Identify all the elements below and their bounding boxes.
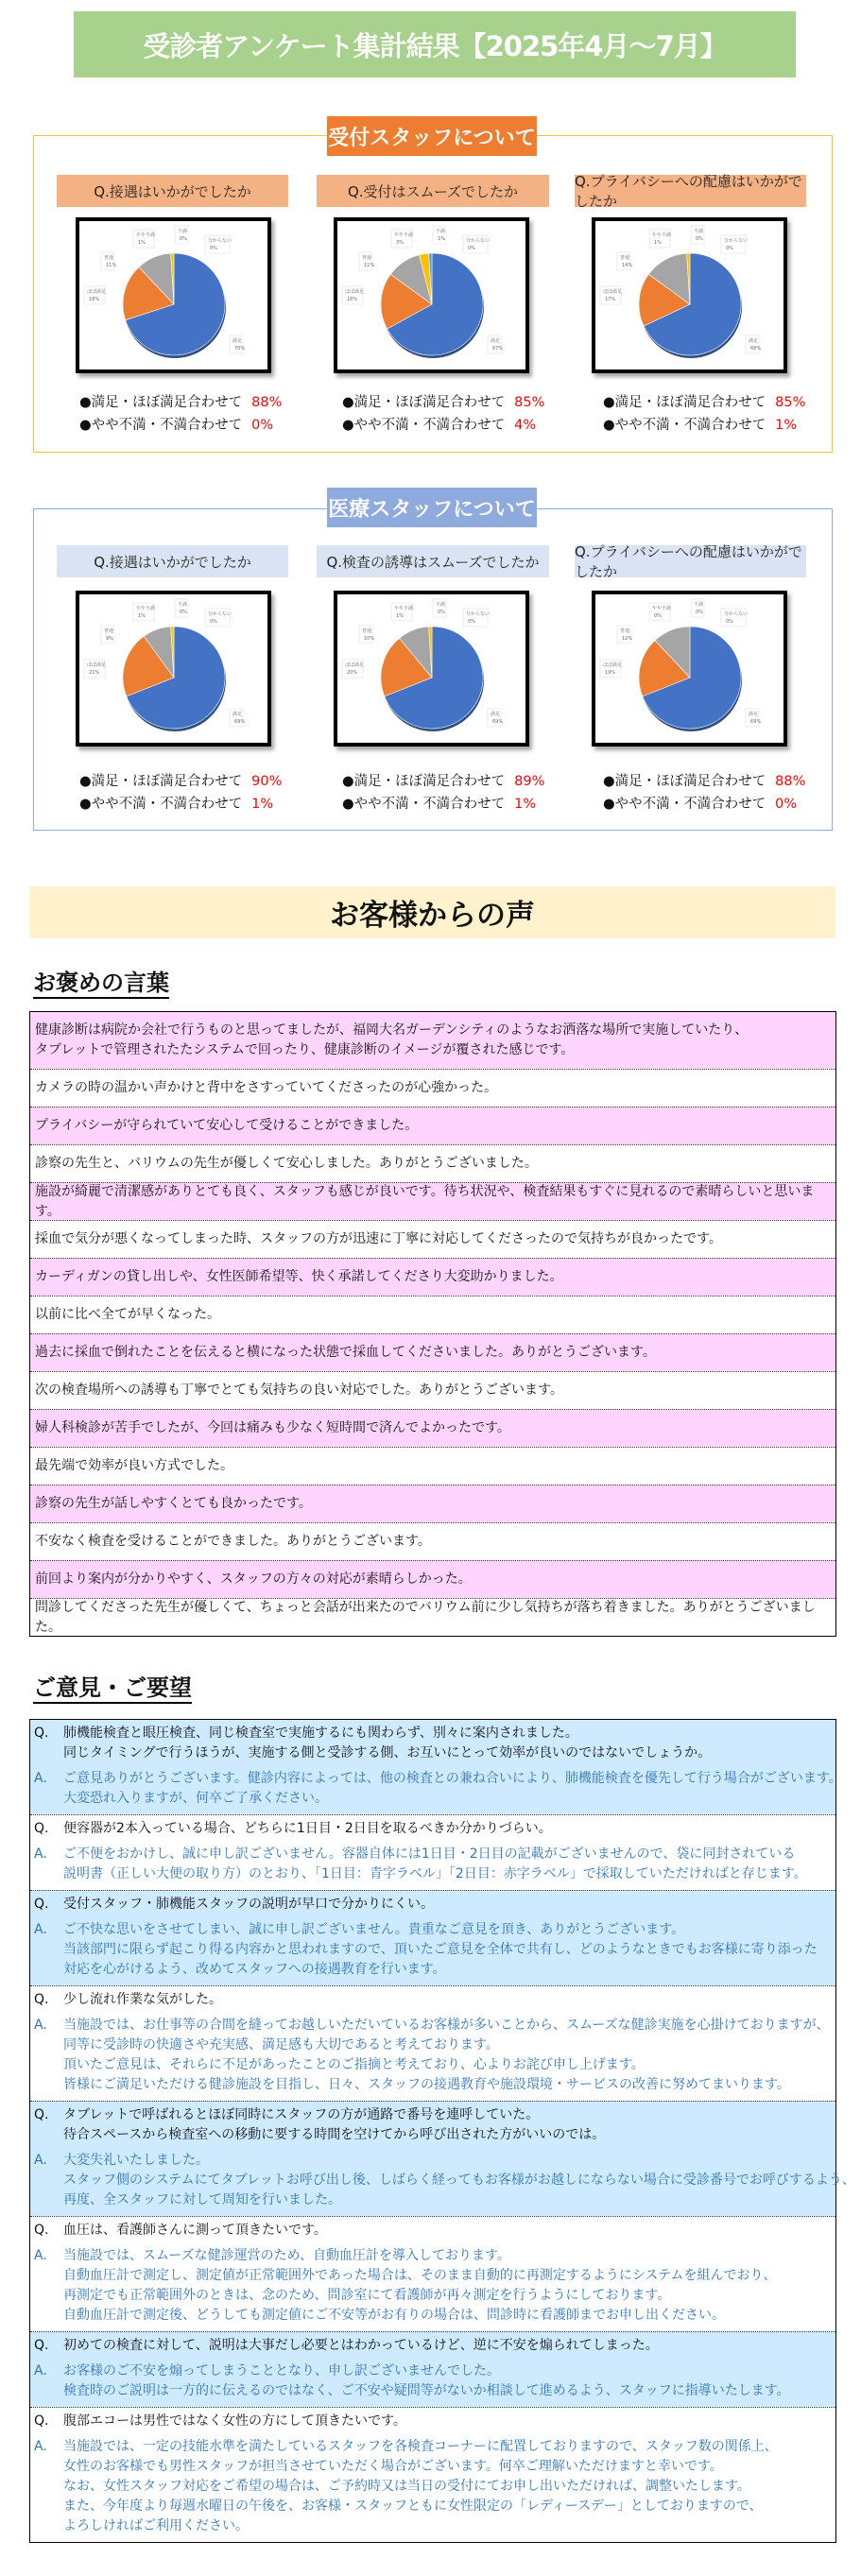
summary-line [342,391,544,411]
pie-label-category: 満足 [491,338,501,344]
praise-text: 診察の先生と、バリウムの先生が優しくて安心しました。ありがとうございました。 [35,1156,538,1171]
praise-text: カメラの時の温かい声かけと背中をさすっていてくださったのが心強かった。 [35,1080,498,1095]
praise-heading: お褒めの言葉 [33,970,169,999]
answer-line: ご不快な思いをさせてしまい、誠に申し訳ございません。貴重なご意見を頂き、ありがとうございます。 [63,1922,685,1937]
question-text [63,2105,605,2145]
pie-data-label [359,252,374,270]
question [30,2105,835,2145]
pie-label-category: 分からない [724,238,749,244]
answer-line: 対応を心がけるよう、改めてスタッフへの接遇教育を行います。 [63,1962,446,1977]
answer-prefix: A. [34,2439,47,2454]
pie-label-value: 70% [234,346,246,352]
pie-label-category: ほぼ満足 [87,289,107,295]
answer-line: 再度、全スタッフに対して周知を行いました。 [63,2192,341,2207]
summary-value: 0% [251,418,274,433]
summary-line [79,391,282,411]
opinion-item [30,2101,855,2216]
summary-label: ●やや不満・不満合わせて [79,797,243,812]
pie-label-category: 分からない [466,238,491,244]
pie-chart-frame [334,591,529,747]
pie-data-label [133,230,155,248]
pie-chart-frame [592,217,787,373]
summary-value: 85% [514,395,545,410]
pie-chart [79,221,267,369]
question-text [63,2221,327,2241]
summary-label: ●やや不満・不満合わせて [342,418,506,433]
opinion-item [30,1985,835,2101]
question-line: 待合スペースから検査室への移動に要する時間を空けてから呼び出された方がいいのでは。 [63,2127,606,2142]
summary-line [79,793,273,813]
pie-label-category: 普通 [362,628,372,634]
pie-data-label [721,609,748,627]
answer-prefix: A. [34,1922,47,1937]
summary-line [603,414,797,434]
pie-label-category: やや不満 [652,606,672,611]
answer-text [63,2016,830,2095]
answer-line: お客様のご不安を煽ってしまうこととなり、申し訳ございませんでした。 [63,2363,500,2379]
question-text [63,2412,406,2431]
pie-label-value: 0% [438,610,445,615]
question [30,2336,835,2356]
pie-data-label [230,335,245,353]
summary-line [603,793,797,813]
pie-chart [79,594,267,743]
pie-label-category: 普通 [620,255,630,261]
praise-row [30,1182,835,1220]
pie-label-value: 1% [396,613,404,619]
question [30,1990,835,2010]
pie-data-label [433,599,446,617]
pie-label-category: ほぼ満足 [603,289,623,295]
question [30,1724,835,1763]
question-label: Q.接遇はいかがでしたか [57,545,288,577]
pie-label-value: 0% [180,236,187,242]
pie-label-category: 分からない [724,611,749,617]
pie-label-category: 満足 [749,338,759,344]
pie-data-label [617,626,632,644]
answer-line: 同等に受診時の快適さや充実感、満足感も大切であると考えております。 [63,2037,499,2052]
answer-text [63,2437,778,2536]
praise-row [30,1220,835,1258]
summary-label: ●満足・ほぼ満足合わせて [603,395,766,410]
pie-data-label [342,286,364,304]
pie-chart [595,221,784,369]
summary-label: ●やや不満・不満合わせて [603,418,766,433]
pie-label-category: 普通 [104,628,114,634]
answer-line: 再測定でも正常範囲外のときは、念のため、問診室にて看護師が再々測定を行うようにしております。 [63,2288,671,2303]
pie-label-category: やや不満 [136,606,156,611]
pie-data-label [488,335,503,353]
pie-label-value: 18% [89,297,100,302]
praise-text: 次の検査場所への誘導も丁寧でとても気持ちの良い対応でした。ありがとうございます。 [35,1382,563,1398]
page-title: 受診者アンケート集計結果【2025年4月～7月】 [74,11,796,77]
pie-label-category: 不満 [178,602,188,608]
pie-chart-frame [592,591,787,747]
pie-data-label [691,599,704,617]
pie-chart-frame [334,217,529,373]
answer [30,2016,835,2095]
answer [30,1845,835,1884]
praise-text: 健康診断は病院か会社で行うものと思ってましたが、福岡大名ガーデンシティのようなお洒落な場所で実施していたり、 [35,1022,749,1038]
praise-text: 採血で気分が悪くなってしまった時、スタッフの方が迅速に丁寧に対応してくださったので気持ちが良かったです。 [35,1231,722,1246]
answer [30,2151,855,2210]
pie-label-category: 分からない [466,611,491,617]
praise-row [30,1371,835,1409]
answer-text [63,2361,790,2401]
pie-label-category: 満足 [232,338,243,344]
summary-value: 89% [514,774,545,789]
summary-line [603,391,805,411]
summary-value: 88% [251,395,283,410]
summary-label: ●やや不満・不満合わせて [79,418,243,433]
question-prefix: Q. [34,1726,49,1741]
pie-label-value: 3% [396,240,404,246]
pie-label-value: 0% [726,246,733,251]
summary-value: 88% [775,774,806,789]
question-label: Q.プライバシーへの配慮はいかがでしたか [575,175,806,207]
answer-line: 頂いたご意見は、それらに不足があったことのご指摘と考えており、心よりお詫び申し上げます。 [63,2057,645,2072]
pie-label-category: 普通 [104,255,114,261]
answer-line: また、今年度より毎週水曜日の午後を、お客様・スタッフともに女性限定の「レディースデー」としておりますので、 [63,2499,763,2514]
pie-data-label [359,626,374,644]
pie-label-value: 0% [468,619,475,625]
summary-line [79,414,273,434]
pie-chart [337,221,525,369]
question-line: 少し流れ作業な気がした。 [63,1992,222,2007]
pie-label-category: 普通 [620,628,630,634]
pie-label-category: 分からない [208,238,232,244]
praise-text: 以前に比べ全てが早くなった。 [35,1307,220,1322]
question-line: 腹部エコーは男性ではなく女性の方にして頂きたいです。 [63,2413,406,2429]
pie-data-label [230,709,245,727]
praise-row [30,1409,835,1447]
praise-row [30,1107,835,1144]
pie-label-value: 1% [138,613,146,619]
praise-text: カーディガンの貸し出しや、女性医師希望等、快く承諾してくださり大変助かりました。 [35,1269,563,1284]
pie-label-category: 不満 [694,229,704,234]
pie-data-label [649,603,671,621]
question-prefix: Q. [34,2338,49,2353]
pie-label-value: 19% [605,670,616,676]
pie-label-value: 12% [622,636,633,642]
answer-line: 説明書（正しい大便の取り方）のとおり、「1日目：青字ラベル」「2日目：赤字ラベル」で採取していただければと存じます。 [63,1866,807,1881]
praise-row [30,1522,835,1560]
praise-text: 婦人科検診が苦手でしたが、今回は痛みも少なく短時間で済んでよかったです。 [35,1420,510,1435]
answer [30,2437,835,2536]
pie-label-category: やや不満 [652,232,672,238]
question-text [63,1819,552,1839]
pie-label-category: 不満 [694,602,704,608]
opinion-item [30,1814,835,1890]
pie-data-label [600,286,622,304]
answer-line: 当施設では、スムーズな健診運営のため、自動血圧計を導入しております。 [63,2248,510,2263]
summary-label: ●満足・ほぼ満足合わせて [342,774,506,789]
summary-line [342,770,544,790]
pie-label-category: 分からない [208,611,232,617]
pie-data-label [101,626,114,644]
pie-label-value: 9% [106,636,113,642]
answer-line: スタッフ側のシステムにてタブレットお呼び出し後、しばらく経ってもお客様がお越しにならない場合に受診番号でお呼びするよう、 [63,2172,855,2188]
answer-line: なお、女性スタッフ対応をご希望の場合は、ご予約時又は当日の受付にてお申し出いただければ、調整いたします。 [63,2479,750,2494]
pie-data-label [101,252,116,270]
pie-data-label [433,226,446,244]
question-label: Q.接遇はいかがでしたか [57,175,288,207]
praise-text: 最先端で効率が良い方式でした。 [35,1458,233,1473]
praise-text: タブレットで管理されたたシステムで回ったり、健康診断のイメージが覆された感じです。 [35,1042,575,1057]
pie-label-category: やや不満 [394,232,414,238]
question-prefix: Q. [34,1992,49,2007]
section-header: 受付スタッフについて [327,116,537,156]
pie-label-value: 0% [696,610,703,615]
answer-prefix: A. [34,2153,47,2168]
pie-label-value: 10% [364,636,375,642]
praise-text: 診察の先生が話しやすくとても良かったです。 [35,1496,312,1511]
pie-label-value: 69% [492,719,504,725]
answer-line: 自動血圧計で測定し、測定値が正常範囲外であった場合は、そのまま自動的に再測定するようにシステムを組んでおり、 [63,2268,777,2283]
pie-label-value: 18% [347,297,358,302]
pie-data-label [84,660,106,678]
pie-label-value: 67% [492,346,504,352]
pie-chart-frame [76,217,271,373]
opinion-item [30,1720,842,1814]
summary-line [603,770,805,790]
answer-line: ご不便をおかけし、誠に申し訳ございません。容器自体には1日目・2日目の記載がございませんので、袋に同封されている [63,1846,796,1862]
pie-label-value: 0% [210,246,217,251]
question-prefix: Q. [34,2223,49,2238]
question-text [63,1895,434,1915]
question-line: 同じタイミングで行うほうが、実施する側と受診する側、お互いにとって効率が良いのではないでしょうか。 [63,1745,712,1760]
praise-row [30,1598,835,1636]
answer-prefix: A. [34,2018,47,2033]
praise-row [30,1069,835,1107]
summary-line [79,770,282,790]
summary-value: 1% [514,797,537,812]
pie-data-label [342,660,364,678]
summary-label: ●満足・ほぼ満足合わせて [79,774,243,789]
pie-label-value: 69% [750,719,762,725]
answer-prefix: A. [34,1771,47,1786]
pie-data-label [463,609,490,627]
question-label: Q.受付はスムーズでしたか [317,175,549,207]
answer [30,1920,835,1980]
pie-label-value: 21% [89,670,100,676]
pie-label-category: 普通 [362,255,372,261]
pie-data-label [721,235,748,253]
pie-label-category: 満足 [749,712,759,717]
praise-row [30,1258,835,1296]
opinion-item [30,2216,835,2331]
pie-label-value: 1% [438,236,445,242]
summary-label: ●満足・ほぼ満足合わせて [342,395,506,410]
pie-label-value: 0% [696,236,703,242]
voice-banner: お客様からの声 [29,886,835,938]
question [30,1819,835,1839]
pie-chart [337,594,525,743]
pie-data-label [205,235,232,253]
pie-label-category: 満足 [232,712,243,717]
summary-label: ●満足・ほぼ満足合わせて [79,395,243,410]
praise-text: 過去に採血で倒れたことを伝えると横になった状態で採血してくださいました。ありがとうございます。 [35,1345,656,1360]
praise-row [30,1485,835,1522]
answer-line: よろしければご利用ください。 [63,2518,249,2533]
pie-label-category: 満足 [491,712,501,717]
pie-label-category: やや不満 [394,606,414,611]
praise-row [30,1144,835,1182]
pie-label-value: 14% [622,263,633,268]
question-text [63,1724,711,1763]
pie-label-value: 1% [138,240,146,246]
pie-chart [595,594,784,743]
answer-prefix: A. [34,1846,47,1862]
pie-data-label [391,603,413,621]
praise-row [30,1012,835,1069]
pie-label-value: 0% [468,246,475,251]
question-prefix: Q. [34,2413,49,2429]
summary-value: 1% [251,797,274,812]
pie-data-label [691,226,704,244]
answer-line: 当施設では、お仕事等の合間を縫ってお越しいただいているお客様が多いことから、スムーズな健診実施を心掛けておりますが、 [63,2018,830,2033]
pie-data-label [175,599,188,617]
answer-line: 皆様にご満足いただける健診施設を目指し、日々、スタッフの接遇教育や施設環境・サービスの改善に努めてまいります。 [63,2077,790,2092]
pie-label-value: 1% [654,240,662,246]
answer-text [63,1769,842,1809]
answer-line: 女性のお客様でも男性スタッフが担当させていただく場合がございます。何卒ご理解いただけますと幸いです。 [63,2459,723,2474]
praise-row [30,1560,835,1598]
question-label: Q.プライバシーへの配慮はいかがでしたか [575,545,806,577]
summary-value: 4% [514,418,537,433]
opinion-item [30,2331,835,2407]
question-line: 血圧は、看護師さんに測って頂きたいです。 [63,2223,327,2238]
summary-line [342,414,536,434]
question-prefix: Q. [34,2107,49,2122]
pie-data-label [746,709,761,727]
pie-label-category: ほぼ満足 [87,662,107,668]
summary-line [342,793,536,813]
praise-text: 前回より案内が分かりやすく、スタッフの方々の対応が素晴らしかった。 [35,1571,472,1587]
pie-data-label [649,230,671,248]
pie-data-label [133,603,155,621]
pie-label-category: ほぼ満足 [603,662,623,668]
question-prefix: Q. [34,1897,49,1912]
question-line: タブレットで呼ばれるとほぼ同時にスタッフの方が通路で番号を連呼していた。 [63,2107,540,2122]
question-line: 肺機能検査と眼圧検査、同じ検査室で実施するにも関わらず、別々に案内されました。 [63,1726,578,1741]
praise-text: 問診してくださった先生が優しくて、ちょっと会話が出来たのでバリウム前に少し気持ちが落ち着きました。ありがとうございました。 [35,1599,816,1635]
answer [30,2361,835,2401]
answer-line: 自動血圧計で測定後、どうしても測定値にご不安等がお有りの場合は、問診時に看護師までお申し出ください。 [63,2308,725,2323]
pie-label-category: 不満 [436,602,446,608]
answer-text [63,1920,818,1980]
praise-row [30,1333,835,1371]
question-line: 便容器が2本入っている場合、どちらに1日目・2日目を取るべきか分かりづらい。 [63,1821,552,1836]
pie-label-value: 20% [347,670,358,676]
praise-text: 施設が綺麗で清潔感がありとても良く、スタッフも感じが良いです。待ち状況や、検査結果もすぐに見れるので素晴らしいと思います。 [35,1183,815,1219]
summary-value: 85% [775,395,806,410]
summary-label: ●やや不満・不満合わせて [342,797,506,812]
praise-row [30,1296,835,1333]
pie-label-value: 68% [750,346,762,352]
answer-line: 大変恐れ入りますが、何卒ご了承ください。 [63,1791,328,1806]
pie-label-category: やや不満 [136,232,156,238]
pie-chart-frame [76,591,271,747]
question-label: Q.検査の誘導はスムーズでしたか [317,545,549,577]
praise-row [30,1447,835,1485]
summary-value: 0% [775,797,798,812]
question [30,2412,835,2431]
pie-label-category: 不満 [178,229,188,234]
answer-prefix: A. [34,2248,47,2263]
pie-data-label [746,335,761,353]
pie-data-label [84,286,106,304]
pie-label-value: 11% [364,263,375,268]
summary-label: ●満足・ほぼ満足合わせて [603,774,766,789]
pie-label-value: 0% [210,619,217,625]
question-line: 初めての検査に対して、説明は大事だし必要とはわかっているけど、逆に不安を煽られてしまった。 [63,2338,659,2353]
answer-line: 大変失礼いたしました。 [63,2153,209,2168]
answer-text [63,2246,776,2326]
pie-data-label [391,230,413,248]
pie-data-label [205,609,232,627]
praise-text: 不安なく検査を受けることができました。ありがとうございます。 [35,1534,431,1549]
question-prefix: Q. [34,1821,49,1836]
opinion-item [30,2407,835,2542]
pie-label-category: ほぼ満足 [345,662,365,668]
pie-data-label [488,709,503,727]
answer-line: ご意見ありがとうございます。健診内容によっては、他の検査との兼ね合いにより、肺機能検査を優先して行う場合がございます。 [63,1771,842,1786]
answer-text [63,1845,807,1884]
pie-label-value: 69% [234,719,246,725]
question-line: 受付スタッフ・肺機能スタッフの説明が早口で分かりにくい。 [63,1897,434,1912]
answer [30,2246,835,2326]
question [30,2221,835,2241]
answer-text [63,2151,855,2210]
pie-label-value: 0% [654,613,662,619]
pie-data-label [463,235,490,253]
question [30,1895,835,1915]
section-header: 医療スタッフについて [327,488,537,527]
pie-data-label [600,660,622,678]
praise-table [29,1011,836,1637]
pie-data-label [175,226,188,244]
praise-text: プライバシーが守られていて安心して受けることができました。 [35,1118,419,1133]
pie-label-value: 0% [180,610,187,615]
summary-value: 90% [251,774,283,789]
opinion-item [30,1890,835,1985]
opinions-heading: ご意見・ご要望 [33,1674,192,1704]
answer-prefix: A. [34,2363,47,2379]
answer [30,1769,842,1809]
pie-label-value: 11% [106,263,117,268]
pie-label-category: ほぼ満足 [345,289,365,295]
opinions-table [29,1719,855,2543]
summary-value: 1% [775,418,798,433]
answer-line: 当施設では、一定の技能水準を満たしているスタッフを各検査コーナーに配置しておりますので、スタッフ数の関係上、 [63,2439,778,2454]
answer-line: 検査時のご説明は一方的に伝えるのではなく、ご不安や疑問等がないか相談して進めるよう、スタッフに指導いたします。 [63,2383,790,2398]
pie-label-value: 0% [726,619,733,625]
summary-label: ●やや不満・不満合わせて [603,797,766,812]
question-text [63,2336,659,2356]
pie-data-label [617,252,632,270]
pie-label-category: 不満 [436,229,446,234]
pie-label-value: 17% [605,297,616,302]
answer-line: 当該部門に限らず起こり得る内容かと思われますので、頂いたご意見を全体で共有し、どのようなときでもお客様に寄り添った [63,1942,818,1957]
question-text [63,1990,222,2010]
